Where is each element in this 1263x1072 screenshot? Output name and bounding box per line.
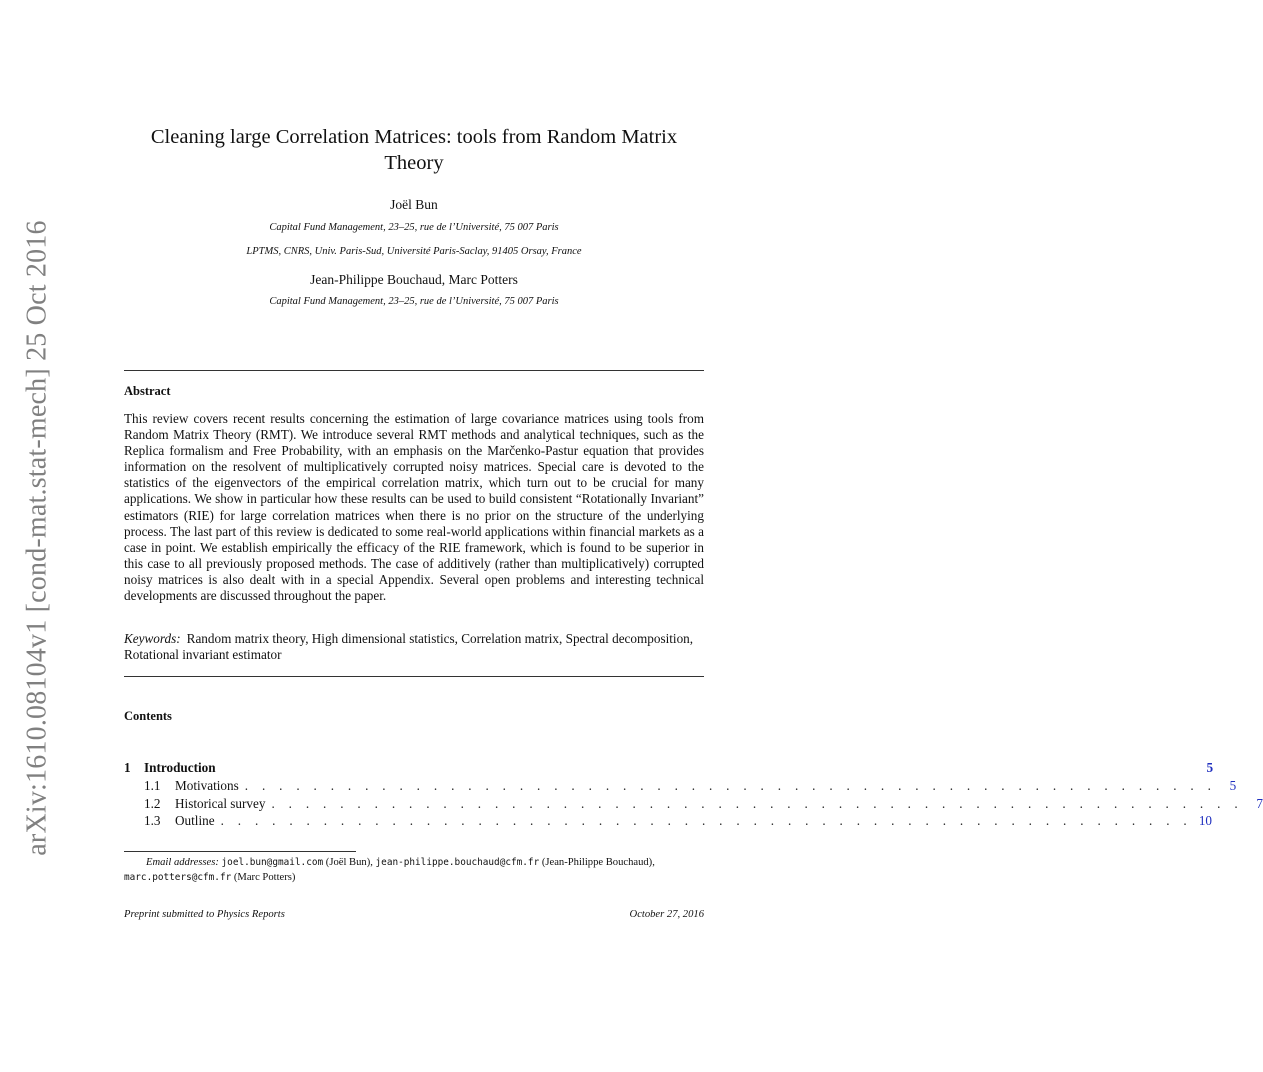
toc-entry-title[interactable]: Outline	[175, 813, 215, 829]
toc-entry-number: 1.2	[144, 795, 161, 811]
author-2-name: Jean-Philippe Bouchaud, Marc Potters	[310, 272, 518, 287]
author-1-affiliation-2: LPTMS, CNRS, Univ. Paris-Sud, Université Paris-Saclay, 91405 Orsay, France	[246, 246, 582, 257]
toc-entry-title[interactable]: Historical survey	[175, 795, 266, 811]
footer-submission-note: Preprint submitted to Physics Reports	[124, 909, 285, 920]
footer-date: October 27, 2016	[629, 909, 704, 920]
footnote-label: Email addresses:	[146, 857, 219, 868]
keywords	[124, 631, 704, 663]
email-owner: (Jean-Philippe Bouchaud),	[541, 857, 655, 868]
contents-heading: Contents	[124, 709, 172, 723]
keywords-text: Random matrix theory, High dimensional statistics, Correlation matrix, Spectral decomposition, Rotational invariant estimator	[124, 631, 694, 663]
abstract-text: This review covers recent results concerning the estimation of large covariance matrices using tools from Random Matrix Theory (RMT). We introduce several RMT methods and analytical techniques, such as the Replica formalism and Free Probability, with an emphasis on the Marčenko-Pastur equation that provides information on the resolvent of multiplicatively corrupted noisy matrices. Special care is devoted to the statistics of the eigenvectors of the empirical correlation matrix, which turn out to be crucial for many applications. We show in particular how these results can be used to build consistent “Rotationally Invariant” estimators (RIE) for large correlation matrices when there is no prior on the structure of the underlying process. The last part of this review is dedicated to some real-world applications within financial markets as a case in point. We establish empirically the efficacy of the RIE framework, which is found to be superior in this case to all previously proposed methods. The case of additively (rather than multiplicatively) corrupted noisy matrices is also dealt with in a special Appendix. Several open problems and interesting technical developments are discussed throughout the paper.	[124, 411, 704, 604]
paper-title-line-2: Theory	[384, 152, 444, 174]
toc-leader: . . . . . . . . . . . . . . . . . . . . . . . . . . . . . . . . . . . . . . . . . . . . . . . . . . . . . . . . .	[244, 777, 1217, 793]
toc-entry-page-link[interactable]: 5	[1206, 760, 1214, 775]
toc-entry-title[interactable]: Introduction	[144, 760, 216, 775]
toc-entry	[124, 795, 1263, 814]
paper-title	[124, 124, 704, 176]
toc-entry-number: 1.1	[144, 777, 161, 793]
abstract-heading: Abstract	[124, 384, 171, 398]
footnote-rule	[124, 851, 356, 852]
toc-entry	[124, 813, 1213, 831]
footnote-email-addresses	[124, 855, 704, 885]
toc-entry-number: 1	[124, 760, 131, 775]
toc-entry-number: 1.3	[144, 813, 161, 829]
email-owner: (Marc Potters)	[233, 872, 296, 883]
author-2-affiliation-1: Capital Fund Management, 23–25, rue de l’Université, 75 007 Paris	[269, 296, 559, 307]
toc-entry-page-link[interactable]: 10	[1198, 813, 1213, 829]
keywords-label: Keywords:	[124, 631, 181, 646]
author-1-name: Joël Bun	[390, 197, 438, 212]
table-of-contents	[124, 760, 1263, 831]
email-link[interactable]: marc.potters@cfm.fr	[124, 872, 232, 883]
arxiv-stamp	[18, 220, 58, 856]
email-link[interactable]: joel.bun@gmail.com	[221, 857, 324, 868]
toc-leader: . . . . . . . . . . . . . . . . . . . . . . . . . . . . . . . . . . . . . . . . . . . . . . . . . . . . . . . . .	[220, 813, 1193, 829]
paper-title-line-1: Cleaning large Correlation Matrices: tools from Random Matrix	[150, 126, 678, 148]
toc-entry	[124, 760, 1214, 778]
toc-leader: . . . . . . . . . . . . . . . . . . . . . . . . . . . . . . . . . . . . . . . . . . . . . . . . . . . . . . . . .	[271, 795, 1243, 811]
toc-entry-page-link[interactable]: 7	[1256, 795, 1263, 811]
abstract-top-rule	[124, 370, 704, 371]
abstract-bottom-rule	[124, 676, 704, 677]
toc-entry	[124, 777, 1237, 796]
email-owner: (Joël Bun),	[325, 857, 373, 868]
toc-entry-page-link[interactable]: 5	[1229, 777, 1237, 793]
toc-entry-title[interactable]: Motivations	[175, 777, 239, 793]
author-1-affiliation-1: Capital Fund Management, 23–25, rue de l’Université, 75 007 Paris	[269, 222, 559, 233]
email-link[interactable]: jean-philippe.bouchaud@cfm.fr	[375, 857, 540, 868]
arxiv-stamp-text: arXiv:1610.08104v1 [cond-mat.stat-mech] 25 Oct 2016	[22, 220, 54, 856]
